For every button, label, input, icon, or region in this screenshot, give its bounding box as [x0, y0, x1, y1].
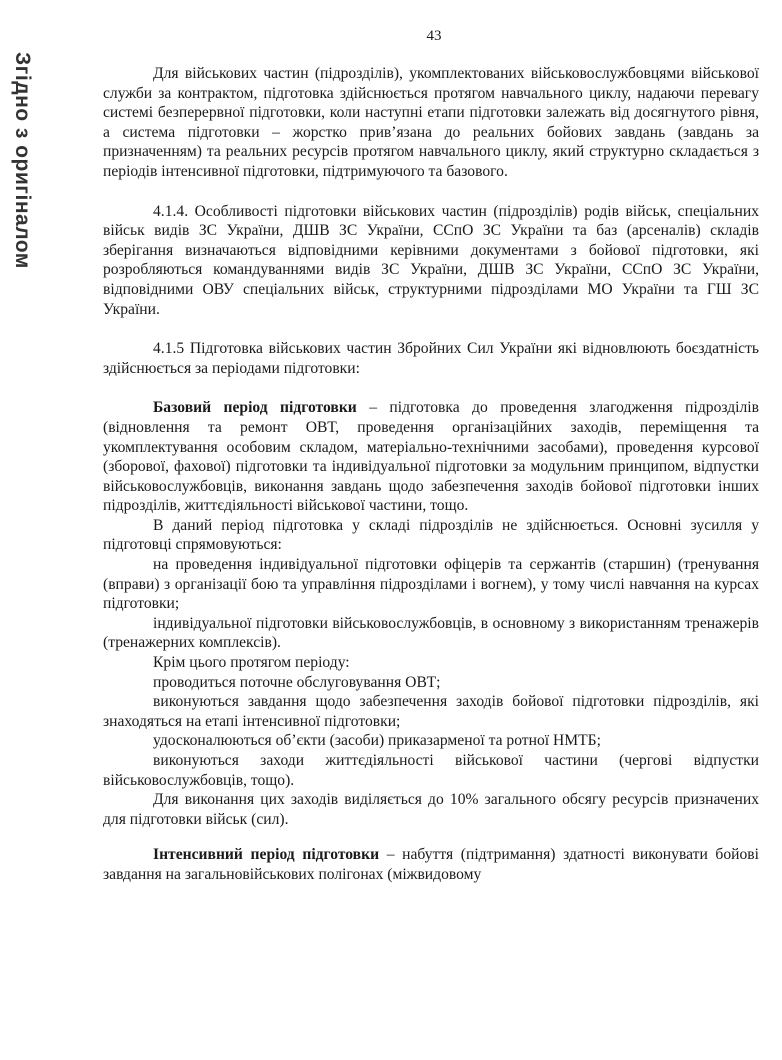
paragraph-no-unit-training: В даний період підготовка у складі підрозділів не здійснюється. Основні зусилля у підготовці спрямовуються: — [103, 516, 759, 554]
basic-period-text: – підготовка до проведення злагодження підрозділів (відновлення та ремонт ОВТ, проведення організаційних заходів, переміщення та укомплектування особовим складом, матеріально-технічними засобами), проведення курсової (зборової, фахової) підготовки та індивідуальної підготовки за модульним принципом, відпустки військовослужбовців, виконання завдань щодо забезпечення заходів бойової підготовки інших підрозділів, життєдіяльності військової частини, тощо. — [103, 399, 759, 515]
paragraph-facilities: удосконалюються об’єкти (засоби) приказарменої та ротної НМТБ; — [153, 732, 601, 750]
paragraph-contract-units: Для військових частин (підрозділів), укомплектованих військовослужбовцями військової служби за контрактом, підготовка здійснюється протягом навчального циклу, надаючи перевагу системі безперервної підготовки, коли наступні етапи підготовки залежать від досягнутого рівня, а система підготовки – жорстко прив’язана до реальних бойових завдань (завдань за призначенням) та реальних ресурсів протягом навчального циклу, який структурно складається з періодів інтенсивної підготовки, підтримуючого та базового. — [103, 65, 759, 180]
paragraph-besides: Крім цього протягом періоду: — [153, 654, 350, 672]
paragraph-intensive-period — [103, 845, 759, 884]
paragraph-basic-period — [103, 398, 759, 516]
paragraph-4-1-4: 4.1.4. Особливості підготовки військових частин (підрозділів) родів військ, спеціальних військ видів ЗС України, ДШВ ЗС України, ССпО ЗС України та баз (арсеналів) складів зберігання визначаються відповідними керівними документами з бойової підготовки, які розробляються командуваннями видів ЗС України, ДШВ ЗС України, ССпО ЗС України, відповідними ОВУ спеціальних військ, структурними підрозділами МО України та ГШ ЗС України. — [103, 202, 759, 318]
paragraph-individual-training: індивідуальної підготовки військовослужбовців, в основному з використанням тренажерів (тренажерних комплексів). — [103, 614, 759, 652]
paragraph-maintenance: проводиться поточне обслуговування ОВТ; — [153, 673, 441, 691]
stamp-text: Згідно з оригіналом — [11, 51, 34, 269]
paragraph-life-support: виконуються заходи життєдіяльності військової частини (чергові відпустки військовослужбовців, тощо). — [103, 752, 759, 789]
document-body — [103, 64, 759, 885]
basic-period-heading: Базовий період підготовки — [153, 399, 357, 417]
page-number: 43 — [426, 28, 442, 44]
paragraph-officer-training: на проведення індивідуальної підготовки офіцерів та сержантів (старшин) (тренування (вправи) з організації бою та управління підрозділами і вогнем), у тому числі навчання на курсах підготовки; — [103, 556, 759, 613]
paragraph-support-tasks: виконуються завдання щодо забезпечення заходів бойової підготовки підрозділів, які знаходяться на етапі інтенсивної підготовки; — [103, 693, 759, 730]
paragraph-resources: Для виконання цих заходів виділяється до 10% загального обсягу ресурсів призначених для підготовки військ (сил). — [103, 791, 759, 828]
certification-stamp — [4, 10, 40, 310]
paragraph-4-1-5: 4.1.5 Підготовка військових частин Збройних Сил України які відновлюють боєздатність здійснюється за періодами підготовки: — [103, 340, 759, 377]
intensive-period-heading: Інтенсивний період підготовки — [153, 846, 380, 864]
intensive-period-text: – набуття (підтримання) здатності виконувати бойові завдання на загальновійськових полігонах (міжвидовому — [103, 846, 759, 883]
